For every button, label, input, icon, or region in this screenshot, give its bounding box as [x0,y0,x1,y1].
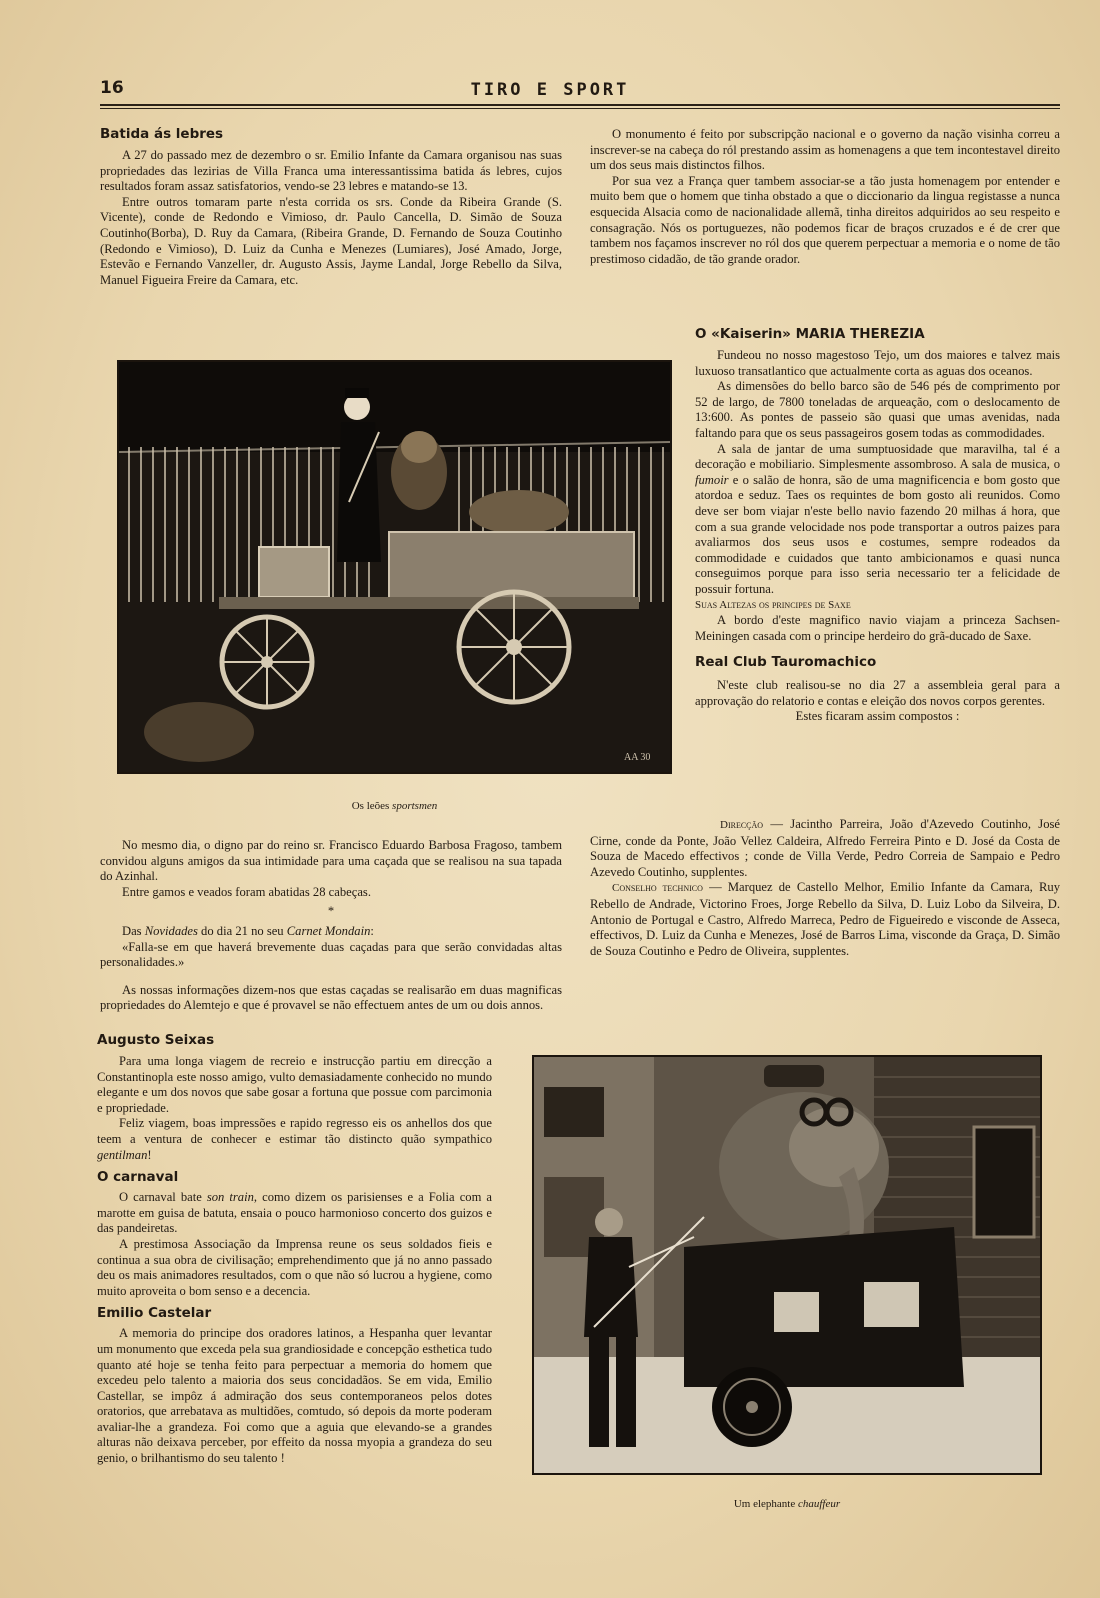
article-paragraph: Feliz viagem, boas impressões e rapido regresso eis os anhellos dos que teem a ventura de conhecer e estimar tão distincto quão sympathico gentilman! [97,1116,492,1162]
article-title-castelar: Emilio Castelar [97,1305,212,1322]
article-kaiserin [695,324,1060,725]
article-paragraph: Direcção — Jacintho Parreira, João d'Azevedo Coutinho, José Cirne, conde da Ponte, João Vellez Caldeira, Alfredo Ferreira Pinto e D. José da Costa de Souza de Macedo effectivos ; conde de Villa Verde, Pedro Correia de Sampaio e Pedro Azevedo Coutinho, supplentes. [590,817,1060,879]
article-monumento [590,127,1060,267]
article-paragraph: A 27 do passado mez de dezembro o sr. Emilio Infante da Camara organisou nas suas propriedades das lezirias de Villa Franca uma interessantissima batida ás lebres, cujos resultados foram assaz satisfatorios, vendo-se 23 lebres e matando-se 13. [100,148,562,194]
article-title-batida: Batida ás lebres [100,126,224,142]
lions-car-illustration [119,362,670,772]
article-paragraph: A prestimosa Associação da Imprensa reune os seus soldados fieis e continua a sua obra de civilisação; emprehendimento que já no anno passado deu os mais animadores resultados, com o que não só lucrou a hygiene, como muito aproveita o bom senso e a decencia. [97,1236,492,1298]
page-number: 16 [100,78,124,98]
article-paragraph: Fundeou no nosso magestoso Tejo, um dos maiores e talvez mais luxuoso transatlantico que actualmente corta as aguas dos oceanos. [695,348,1060,378]
article-paragraph: A memoria do principe dos oradores latinos, a Hespanha quer levantar um monumento que exceda pela sua grandiosidade e concepção esthetica tudo quanto até hoje se tenha feito para perpectuar a memoria do homem que excedeu pelo talento a maioria dos seus concidadãos. Se em vida, Emilio Castellar, se impôz á admiração dos seus contemporaneos pelos dotes oratorios, que arrebatava as multidões, comtudo, só depois da morte poderam avaliar-lhe a grandeza. Foi como que a aguia que elevando-se a grandes alturas não deixava perceber, por effeito da nossa myopia a grandeza do seu genio, o brilhantismo do seu talento ! [97,1326,492,1466]
photo-caption-lions: Os leões sportsmen [351,800,438,812]
article-paragraph: O carnaval bate son train, como dizem os parisienses e a Folia com a marotte em guisa de batuta, ensaia o pouco harmonioso concerto dos guizos e das pandeiretas. [97,1190,493,1236]
article-cacada [100,838,562,1014]
article-tauromachico-members [590,817,1060,959]
separator-star: * [327,904,335,919]
article-subheading: Suas Altezas os principes de Saxe [695,598,851,611]
article-paragraph: Entre gamos e veados foram abatidas 28 cabeças. [122,884,371,899]
masthead-title: TIRO E SPORT [470,80,630,100]
elephant-car-illustration [534,1057,1040,1473]
article-quote: «Falla-se em que haverá brevemente duas caçadas para que serão convidadas altas personalidades.» [100,939,562,970]
photo-lions-car [117,360,672,774]
photo-elephant-chauffeur [532,1055,1042,1475]
article-paragraph: O monumento é feito por subscripção nacional e o governo da nação visinha correu a inscrever-se na cabeça do ról prestando assim as homenagens a que tem incontestavel direito um dos seus mais distinctos filhos. [590,127,1060,173]
article-title-tauromachico: Real Club Tauromachico [695,654,877,671]
article-paragraph: Entre outros tomaram parte n'esta corrida os srs. Conde da Ribeira Grande (S. Vicente), conde de Redondo e Vimioso, dr. Paulo Cancella, D. Simão de Souza Coutinho(Borba), D. Ruy da Camara, (Ribeira Grande, D. Fernando de Souza Coutinho (Redondo e Vimioso), D. Luiz da Cunha e Menezes (Lumiares), José Amado, Jorge, Estevão e Fernando Vanzeller, dr. Augusto Assis, Jayme Landal, Jorge Rebello da Silva, Manuel Figueira Freire da Camara, etc. [100,194,562,287]
article-paragraph: A sala de jantar de uma sumptuosidade que maravilha, tal é a decoração e mobiliario. Simplesmente assombroso. A sala de musica, o fumoir e o salão de honra, são de uma magnificencia e bom gosto que atordoa e seduz. Taes os requintes de bom gosto ali reunidos. Como deve ser bom viajar n'este bello navio fazendo 20 milhas á hora, que com a sua grande velocidade nos pode transportar a outros paizes para avaliarmos dos seus usos e costumes, sempre rodeados da commodidade e cuidados que tanto ambicionamos e quasi nunca conseguimos porque para isso seria necessario ter a felicidade de possuir fortuna. [695,441,1060,596]
article-paragraph: Por sua vez a França quer tambem associar-se a tão justa homenagem por entender e muito bem que o homem que tinha obstado a que o diccionario da lingua registasse a nunca esquecida Alsacia como de nacionalidade allemã, tinha direitos adquiridos ao seu respeito e consagração. Nós os portuguezes, não podemos ficar de braços cruzados e é de crer que tambem nos façamos inscrever no ról dos que querem perpectuar a memoria e o nome de tão prestimoso cidadão, de tão grande orador. [590,173,1060,266]
header-rule-thin [100,108,1060,109]
article-title-carnaval: O carnaval [97,1169,179,1186]
article-batida [100,124,562,288]
article-seixas [97,1030,492,1467]
article-title-kaiserin: O «Kaiserin» MARIA THEREZIA [695,326,925,342]
article-paragraph: As dimensões do bello barco são de 546 pés de comprimento por 52 de largo, de 7800 toneladas de arqueação, com o deslocamento de 13:600. As pontes de passeio são quasi que umas avenidas, nada faltando para que os seus passageiros gosem todas as commodidades. [695,379,1060,440]
article-paragraph: Estes ficaram assim compostos : [795,709,960,724]
photo-caption-elephant: Um elephante chauffeur [733,1498,841,1510]
article-paragraph: Para uma longa viagem de recreio e instrucção partiu em direcção a Constantinopla este nosso amigo, vulto demasiadamente conhecido no mundo elegante e um dos novos que sabe gosar a fortuna que possue com parcimonia e propriedade. [97,1054,492,1115]
article-title-seixas: Augusto Seixas [97,1032,215,1048]
article-paragraph: As nossas informações dizem-nos que estas caçadas se realisarão em duas magnificas propriedades do Alemtejo e que é provavel se não effectuem antes de um ou dois annos. [100,982,562,1013]
article-paragraph: A bordo d'este magnifico navio viajam a princeza Sachsen-Meiningen casada com o principe herdeiro do grã-ducado de Saxe. [695,613,1060,643]
article-paragraph: N'este club realisou-se no dia 27 a assembleia geral para a approvação do relatorio e contas e eleição dos novos corpos gerentes. [695,678,1060,708]
article-paragraph: Conselho technico — Marquez de Castello Melhor, Emilio Infante da Camara, Ruy Rebello de Andrade, Victorino Froes, Jorge Rebello da Silva, D. Luiz Lobo da Silveira, D. Antonio de Portugal e Castro, Alfredo Marreca, Pedro de Figueiredo e visconde de Asseca, effectivos, D. Luiz da Cunha e Menezes, José de Barros Lima, visconde da Graça, D. Simão de Souza Coutinho e Pedro de Oliveira, supplentes. [590,880,1060,958]
header-rule [100,104,1060,106]
article-paragraph: No mesmo dia, o digno par do reino sr. Francisco Eduardo Barbosa Fragoso, tambem convidou alguns amigos da sua intimidade para uma caçada que se realisou na sua tapada do Azinhal. [100,838,562,884]
svg-text:AA 30: AA 30 [624,752,651,763]
article-paragraph: Das Novidades do dia 21 no seu Carnet Mondain: [122,923,374,938]
